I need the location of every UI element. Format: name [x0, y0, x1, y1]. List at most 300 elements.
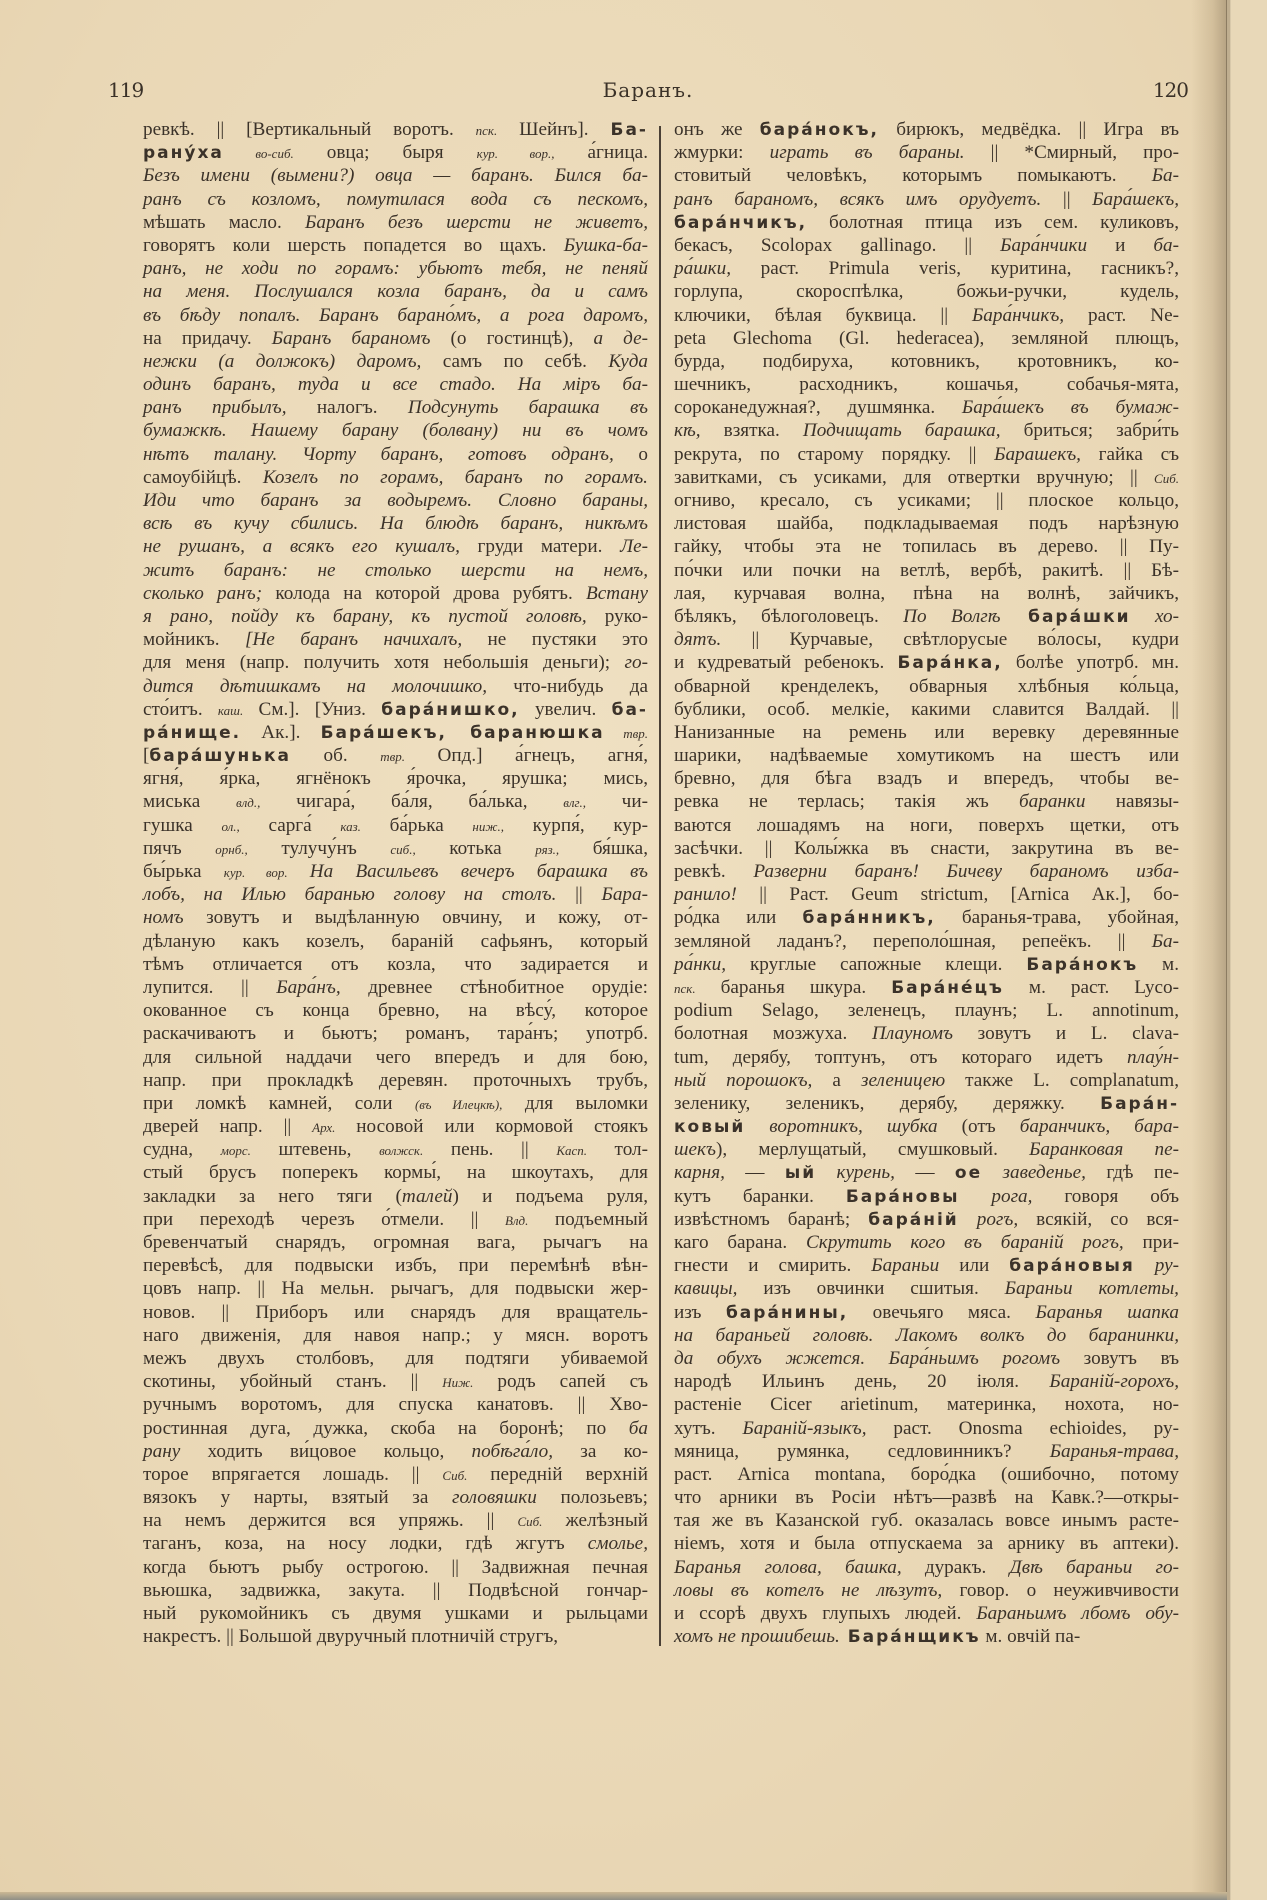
text-segment: гнести и смирить.: [674, 1255, 872, 1277]
text-line: [674, 1393, 1179, 1416]
text-segment: бекасъ, Scolopax gallinago. ||: [674, 234, 1001, 256]
text-segment: жмурки:: [674, 142, 770, 164]
text-segment: бревенчатый снарядъ, огромная вага, рычагъ на: [143, 1232, 648, 1253]
abbreviation: ниж.,: [472, 818, 504, 834]
text-segment: || *Смирный, про-: [964, 142, 1179, 164]
text-segment: бумажкѣ. Нашему барану (болвану) ни въ чомъ: [143, 420, 648, 442]
text-line: [143, 1161, 648, 1184]
column-right: [674, 118, 1179, 1648]
text-line: [674, 327, 1179, 350]
text-line: [674, 1092, 1179, 1115]
text-segment: земляной ладанъ?, переполо́шная, репеёкъ. ||: [674, 930, 1152, 952]
text-line: [143, 443, 648, 466]
text-segment: Куда: [608, 350, 648, 372]
text-line: [143, 257, 648, 280]
headword: Бара́нокъ: [1026, 954, 1139, 975]
abbreviation: волжск.: [379, 1143, 424, 1159]
text-segment: таганъ, коза, на носу лодки, гдѣ жгутъ: [143, 1533, 588, 1555]
text-segment: сколько ранъ;: [143, 582, 263, 604]
text-segment: курпя́, кур-: [503, 814, 648, 836]
text-segment: рекрута, по старому порядку. ||: [674, 443, 995, 465]
text-line: [674, 1277, 1179, 1300]
text-segment: тая же въ Казанской губ. оказалась вовсе инымъ расте-: [674, 1510, 1179, 1532]
text-segment: желѣзный: [542, 1510, 648, 1532]
text-segment: бѣлякъ, бѣлоголовецъ.: [674, 605, 904, 627]
text-line: [674, 698, 1179, 721]
text-segment: Двѣ бараньи го-: [1009, 1556, 1179, 1578]
text-line: [674, 1231, 1179, 1254]
text-line: [674, 350, 1179, 373]
text-segment: Баранъ бараномъ: [271, 327, 431, 349]
text-segment: житъ баранъ: не столько шерсти на немъ,: [143, 559, 648, 581]
text-segment: говорятъ коли шерсть попадется во щахъ.: [143, 234, 564, 256]
headword: бара́новыя: [1009, 1256, 1135, 1277]
text-segment: что арники въ Росіи нѣтъ—развѣ на Кавк.?—откры-: [674, 1487, 1179, 1509]
text-line: [143, 976, 648, 999]
text-segment: ра́нки,: [674, 953, 727, 975]
text-segment: судна,: [143, 1139, 221, 1161]
headword: ра́нище.: [143, 722, 242, 743]
text-segment: круглые сапожные клещи.: [726, 953, 1027, 975]
text-segment: сарга́: [239, 814, 341, 836]
text-segment: талей: [401, 1185, 453, 1207]
text-segment: раст. Primula veris, куритина, гасникъ?,: [731, 258, 1179, 280]
abbreviation: кур. вор.,: [476, 146, 555, 162]
headword: Бара́шекъ, баранюшка: [320, 722, 605, 743]
text-segment: шарики, надѣваемые хомутикомъ на шестъ или: [674, 745, 1179, 767]
text-segment: не пустяки это: [462, 629, 648, 651]
text-segment: [: [143, 745, 150, 767]
text-segment: Ба-: [1151, 930, 1179, 952]
text-line: [674, 814, 1179, 837]
text-line: [674, 396, 1179, 419]
text-line: [143, 535, 648, 558]
text-line: [143, 1532, 648, 1555]
text-line: [143, 559, 648, 582]
text-line: [143, 790, 648, 813]
text-line: [674, 1509, 1179, 1532]
text-segment: раскачиваютъ и бьютъ; романъ, тара́нъ; употрб.: [143, 1023, 648, 1045]
text-segment: дуракъ.: [901, 1556, 1010, 1578]
text-segment: на немъ держится вся упряжь. ||: [143, 1510, 518, 1532]
text-segment: Бара́нчики: [1000, 234, 1088, 256]
text-line: [143, 930, 648, 953]
text-segment: дится дѣтишкамъ на молочишко,: [143, 675, 488, 697]
text-segment: ростинная дуга, дужка, скоба на боронѣ; по: [143, 1417, 629, 1439]
text-segment: межъ двухъ столбовъ, для подтяги убиваемой: [143, 1347, 648, 1369]
text-line: [674, 1069, 1179, 1092]
text-line: [674, 512, 1179, 535]
text-segment: зовутъ въ: [1060, 1347, 1179, 1369]
text-segment: за ко-: [553, 1440, 648, 1462]
text-line: [143, 1185, 648, 1208]
text-line: [143, 1463, 648, 1486]
text-line: [143, 582, 648, 605]
text-segment: ||: [1041, 188, 1093, 210]
text-line: [143, 651, 648, 674]
text-segment: самоубійцѣ.: [143, 466, 263, 488]
text-line: [143, 1115, 648, 1138]
text-segment: для меня (напр. получить хотя небольшія деньги);: [143, 652, 625, 674]
headword: Бара́новы: [845, 1186, 960, 1207]
text-line: [143, 1301, 648, 1324]
text-segment: играть въ бараны.: [769, 142, 965, 164]
headword: бара́нчикъ,: [674, 212, 808, 233]
text-line: [143, 1417, 648, 1440]
text-line: [674, 373, 1179, 396]
text-line: [674, 651, 1179, 674]
text-segment: одинъ баранъ, туда и все стадо. На міръ ба-: [143, 374, 648, 396]
text-segment: бриться; забри́ть: [1000, 420, 1179, 442]
text-line: [674, 257, 1179, 280]
text-line: [143, 118, 648, 141]
text-line: [674, 1022, 1179, 1045]
abbreviation: влг.,: [563, 795, 586, 811]
text-segment: навязы-: [1085, 791, 1179, 813]
text-segment: при переходѣ черезъ о́тмели. ||: [143, 1208, 505, 1230]
text-segment: да обухъ жжется. Бара́ньимъ рогомъ: [674, 1347, 1061, 1369]
text-line: [674, 860, 1179, 883]
text-line: [143, 1324, 648, 1347]
text-line: [674, 1579, 1179, 1602]
text-segment: налогъ.: [286, 397, 408, 419]
text-segment: ) и подъема руля,: [452, 1185, 648, 1207]
bottom-edge: [0, 1892, 1227, 1900]
text-segment: по́чки или почки на ветлѣ, вербѣ, ракитѣ. || Бѣ-: [674, 559, 1179, 581]
text-segment: а де-: [593, 327, 649, 349]
abbreviation: влд.,: [235, 795, 261, 811]
text-line: [143, 1138, 648, 1161]
text-segment: новов. || Приборъ или снарядъ для вращатель-: [143, 1301, 648, 1323]
text-segment: а: [812, 1069, 861, 1091]
text-line: [674, 790, 1179, 813]
abbreviation: Сиб.: [1154, 470, 1179, 486]
text-line: [143, 1092, 648, 1115]
text-line: [674, 211, 1179, 234]
text-line: [674, 906, 1179, 929]
text-segment: для сильной наддачи чего впередъ и для бою,: [143, 1046, 648, 1068]
text-segment: полозьевъ;: [536, 1487, 648, 1509]
text-segment: рогъ,: [958, 1208, 1019, 1230]
text-segment: онъ же: [674, 119, 760, 140]
text-segment: об.: [291, 745, 381, 767]
text-segment: горлупа, скороспѣлка, божьи-ручки, кудель,: [674, 281, 1179, 303]
abbreviation: ол.,: [221, 818, 240, 834]
text-line: [143, 953, 648, 976]
text-segment: наго движенія, для навоя напр.; у мясн. воротъ: [143, 1324, 648, 1346]
text-segment: лупится. ||: [143, 976, 277, 998]
text-segment: Подчищать барашка,: [802, 420, 1001, 442]
text-segment: ||: [556, 884, 602, 906]
text-line: [674, 234, 1179, 257]
text-line: [143, 1208, 648, 1231]
text-segment: въ бѣду попалъ. Баранъ барано́мъ, а рога даромъ,: [143, 304, 648, 326]
text-segment: го-: [624, 652, 648, 674]
text-segment: —: [724, 1162, 785, 1184]
text-line: [674, 744, 1179, 767]
text-segment: Барашекъ,: [994, 443, 1081, 465]
text-line: [143, 141, 648, 164]
text-line: [143, 1022, 648, 1045]
text-segment: Шейнъ].: [497, 119, 611, 140]
text-line: [674, 1161, 1179, 1184]
column-divider: [659, 126, 661, 1646]
text-segment: зовутъ и выдѣланную овчину, и кожу, от-: [183, 907, 648, 929]
text-segment: нежки (а должокъ) даромъ,: [143, 350, 422, 372]
text-segment: увелич.: [519, 698, 612, 720]
text-segment: плау́н-: [1127, 1046, 1179, 1068]
text-segment: баранья-трава, убойная,: [935, 907, 1179, 929]
text-segment: болотная мозжуха.: [674, 1023, 873, 1045]
text-line: [143, 1069, 648, 1092]
text-segment: при ломкѣ камней, соли: [143, 1092, 415, 1114]
text-segment: номъ: [143, 907, 184, 929]
text-line: [143, 489, 648, 512]
text-segment: ра́шки,: [674, 258, 732, 280]
text-segment: Подсунуть барашка въ: [407, 397, 648, 419]
text-segment: ро́дка или: [674, 907, 803, 929]
text-segment: курень,: [816, 1162, 895, 1184]
text-line: [143, 1602, 648, 1625]
text-segment: нѣтъ талану. Чорту баранъ, готовъ одранъ,: [143, 443, 614, 465]
abbreviation: во-сиб.: [223, 146, 294, 162]
headword: Бара́н-: [1100, 1093, 1179, 1114]
text-segment: рога,: [959, 1185, 1033, 1207]
text-segment: ), мерлущатый, смушковый.: [715, 1139, 1030, 1161]
text-line: [674, 1347, 1179, 1370]
text-segment: закладки за него тяги (: [143, 1185, 402, 1207]
text-segment: миська: [143, 791, 236, 813]
text-line: [674, 1208, 1179, 1231]
book-spine-shadow: [1191, 0, 1227, 1900]
abbreviation: каш.: [217, 702, 244, 718]
text-line: [143, 999, 648, 1022]
text-line: [674, 164, 1179, 187]
text-line: [143, 1556, 648, 1579]
text-segment: дѣланую какъ козелъ, бараній сафьянъ, который: [143, 930, 648, 952]
text-line: [674, 559, 1179, 582]
text-segment: бревно, для бѣга взадъ и впередъ, чтобы ве-: [674, 768, 1179, 790]
headword: ый: [784, 1163, 817, 1184]
text-segment: перевѣсѣ, для подвыски избъ, при перемѣнѣ вѣн-: [143, 1255, 648, 1277]
abbreviation: пск.: [475, 123, 498, 138]
abbreviation: кур. вор.: [223, 865, 288, 880]
text-segment: и ссорѣ двухъ глупыхъ людей.: [674, 1603, 977, 1624]
text-line: [674, 1486, 1179, 1509]
text-segment: Опд.] а́гнецъ, агня́,: [404, 745, 648, 767]
text-segment: всѣ въ кучу сбились. На блюдѣ баранъ, никѣмъ: [143, 513, 648, 535]
text-segment: бя́шка,: [559, 837, 648, 859]
text-segment: баранчикъ, бара-: [1019, 1116, 1179, 1138]
text-line: [674, 1556, 1179, 1579]
text-line: [143, 744, 648, 767]
text-line: [143, 466, 648, 489]
text-segment: стовитый человѣкъ, которымъ помыкаютъ.: [674, 165, 1152, 187]
text-segment: подъемный: [528, 1208, 648, 1230]
headword: бара́ній: [868, 1209, 959, 1230]
abbreviation: (въ Илецкѣ),: [414, 1096, 503, 1112]
text-segment: самъ по себѣ.: [421, 350, 609, 372]
text-segment: зовутъ и L. clava-: [952, 1023, 1179, 1045]
text-segment: podium Selago, зеленецъ, плаунъ; L. annotinum,: [674, 1000, 1179, 1022]
text-segment: Плауномъ: [872, 1023, 953, 1045]
text-segment: ранъ прибылъ,: [143, 397, 287, 419]
text-line: [143, 1486, 648, 1509]
page-header: [108, 78, 1188, 108]
text-segment: ніемъ, хотя и была отпускаема за арнику въ аптеки).: [674, 1533, 1179, 1555]
headword: Ба-: [610, 120, 648, 140]
text-segment: Бара́шекъ,: [1092, 188, 1179, 210]
text-segment: извѣстномъ баранѣ;: [674, 1208, 869, 1230]
text-line: [143, 698, 648, 721]
text-line: [143, 1393, 648, 1416]
text-segment: кутъ баранки.: [674, 1185, 846, 1207]
text-line: [143, 1440, 648, 1463]
adjacent-page-edge: [1231, 0, 1267, 1900]
text-line: [674, 675, 1179, 698]
text-segment: стый брусъ поперекъ кормы́, на шкоутахъ, для: [143, 1162, 648, 1184]
text-segment: лая, курчавая волна, пѣна на волнѣ, зайчикъ,: [674, 582, 1179, 604]
text-segment: —: [894, 1162, 955, 1184]
text-segment: || Курчавые, свѣтлорусые во́лосы, кудри: [721, 629, 1179, 651]
text-segment: народѣ Ильинъ день, 20 іюля.: [674, 1371, 1050, 1393]
text-line: [143, 767, 648, 790]
running-head: Баранъ.: [602, 78, 694, 102]
abbreviation: ряз.,: [535, 841, 560, 857]
text-segment: шекъ: [674, 1139, 716, 1161]
headword: бара́нины,: [725, 1302, 849, 1323]
text-segment: завитками, съ усиками, для отвертки вручную; ||: [674, 466, 1155, 488]
text-segment: раст. Ne-: [1064, 304, 1179, 326]
text-segment: ру-: [1134, 1255, 1179, 1277]
text-line: [143, 1254, 648, 1277]
text-segment: овца; быря: [293, 142, 477, 164]
text-line: [674, 605, 1179, 628]
text-segment: говор. о неуживчивости: [942, 1579, 1179, 1601]
text-segment: зеленику, зеленикъ, дерябу, деряжку.: [674, 1092, 1101, 1114]
text-segment: гайка съ: [1080, 443, 1180, 465]
text-segment: родъ сапей съ: [473, 1371, 649, 1393]
text-line: [143, 860, 648, 883]
text-segment: хо-: [1130, 605, 1180, 627]
text-segment: гдѣ пе-: [1085, 1162, 1180, 1184]
abbreviation: Ниж.: [442, 1375, 474, 1391]
text-segment: мойникъ.: [143, 629, 245, 651]
text-line: [674, 1138, 1179, 1161]
text-segment: скотины, убойный станъ. ||: [143, 1371, 443, 1393]
text-segment: дятъ.: [674, 629, 722, 651]
text-line: [143, 675, 648, 698]
text-line: [674, 188, 1179, 211]
text-line: [674, 304, 1179, 327]
text-segment: обварной кренделекъ, обварныя хлѣбныя ко́льца,: [674, 675, 1179, 697]
text-segment: м. раст. Lyco-: [1003, 976, 1179, 998]
text-segment: Козелъ по горамъ, баранъ по горамъ.: [262, 466, 648, 488]
text-segment: и кудреватый ребенокъ.: [674, 652, 898, 674]
abbreviation: твр.: [604, 725, 648, 741]
text-segment: Бара́нъ,: [276, 976, 341, 998]
text-segment: Бараньимъ лбомъ обу-: [976, 1603, 1179, 1624]
text-segment: хутъ.: [674, 1417, 743, 1439]
column-left: [143, 118, 648, 1648]
text-segment: Баранковая пе-: [1029, 1139, 1179, 1161]
headword: ое: [954, 1163, 983, 1184]
text-line: [674, 930, 1179, 953]
text-segment: окованное съ конца бревно, на вѣсу́, которое: [143, 1000, 648, 1022]
text-segment: также L. complanatum,: [945, 1069, 1179, 1091]
text-segment: На Васильевъ вечеръ барашка въ: [287, 861, 648, 882]
abbreviation: твр.: [380, 749, 405, 765]
headword: бара́нникъ,: [802, 908, 936, 929]
text-segment: ранъ съ козломъ, помутилася вода съ пескомъ,: [143, 188, 648, 210]
text-segment: мѣшать масло.: [143, 211, 306, 233]
text-line: [143, 837, 648, 860]
text-segment: растеніе Cicer arietinum, материнка, нохота, но-: [674, 1394, 1179, 1416]
text-segment: Баранья голова, башка,: [674, 1556, 902, 1578]
text-segment: Бушка-ба-: [563, 234, 648, 256]
text-segment: дверей напр. ||: [143, 1116, 313, 1138]
text-segment: ловы въ котелъ не лѣзутъ,: [674, 1579, 943, 1601]
text-line: [143, 211, 648, 234]
text-line: [143, 628, 648, 651]
text-segment: раст. Arnica montana, боро́дка (ошибочно, потому: [674, 1463, 1179, 1485]
text-line: [143, 1370, 648, 1393]
text-segment: каго барана.: [674, 1232, 806, 1253]
text-segment: (отъ: [937, 1116, 1020, 1138]
text-segment: ревкѣ. || [Вертикальный воротъ.: [143, 119, 476, 140]
text-segment: ключики, бѣлая буквица. ||: [674, 304, 972, 326]
text-segment: заведенье,: [982, 1162, 1086, 1184]
text-line: [143, 721, 648, 744]
text-segment: Бараньи котлеты,: [1004, 1278, 1179, 1300]
text-line: [143, 373, 648, 396]
text-segment: Разверни баранъ! Бичеву бараномъ изба-: [753, 861, 1179, 882]
text-segment: кавицы,: [674, 1278, 738, 1300]
text-segment: груди матери.: [459, 536, 621, 558]
abbreviation: Сиб.: [517, 1514, 543, 1530]
text-segment: Баранья-трава,: [1049, 1440, 1179, 1462]
text-segment: ревка не терлась; такія жъ: [674, 791, 1019, 813]
text-segment: Баранья шапка: [1035, 1301, 1179, 1323]
text-segment: ба: [628, 1417, 648, 1439]
abbreviation: Арх.: [312, 1120, 336, 1136]
text-segment: ревкѣ.: [674, 861, 754, 882]
text-segment: Безъ имени (вымени?) овца — баранъ. Бился ба-: [143, 165, 648, 187]
text-line: [674, 1185, 1179, 1208]
text-line: [143, 605, 648, 628]
text-segment: или: [939, 1255, 1010, 1277]
text-segment: болотная птица изъ сем. куликовъ,: [807, 211, 1179, 233]
headword: Бара́нка,: [897, 653, 1003, 674]
text-line: [674, 837, 1179, 860]
text-line: [674, 141, 1179, 164]
text-segment: ранъ, не ходи по горамъ: убьютъ тебя, не пеняй: [143, 258, 648, 280]
text-segment: засѣчки. || Колы́жка въ снасти, закрутина въ ве-: [674, 837, 1179, 859]
text-segment: м. овчій па-: [980, 1626, 1081, 1648]
text-line: [143, 327, 648, 350]
abbreviation: Сиб.: [442, 1467, 468, 1483]
text-line: [143, 1579, 648, 1602]
text-line: [674, 999, 1179, 1022]
text-segment: Нанизанные на ремень или веревку деревянные: [674, 721, 1179, 743]
text-line: [674, 883, 1179, 906]
text-line: [674, 1254, 1179, 1277]
text-segment: Бара́шекъ въ бумаж-: [961, 397, 1179, 419]
text-segment: ранило!: [674, 884, 737, 906]
text-line: [143, 1231, 648, 1254]
text-segment: Бара-: [601, 884, 648, 906]
text-line: [143, 883, 648, 906]
